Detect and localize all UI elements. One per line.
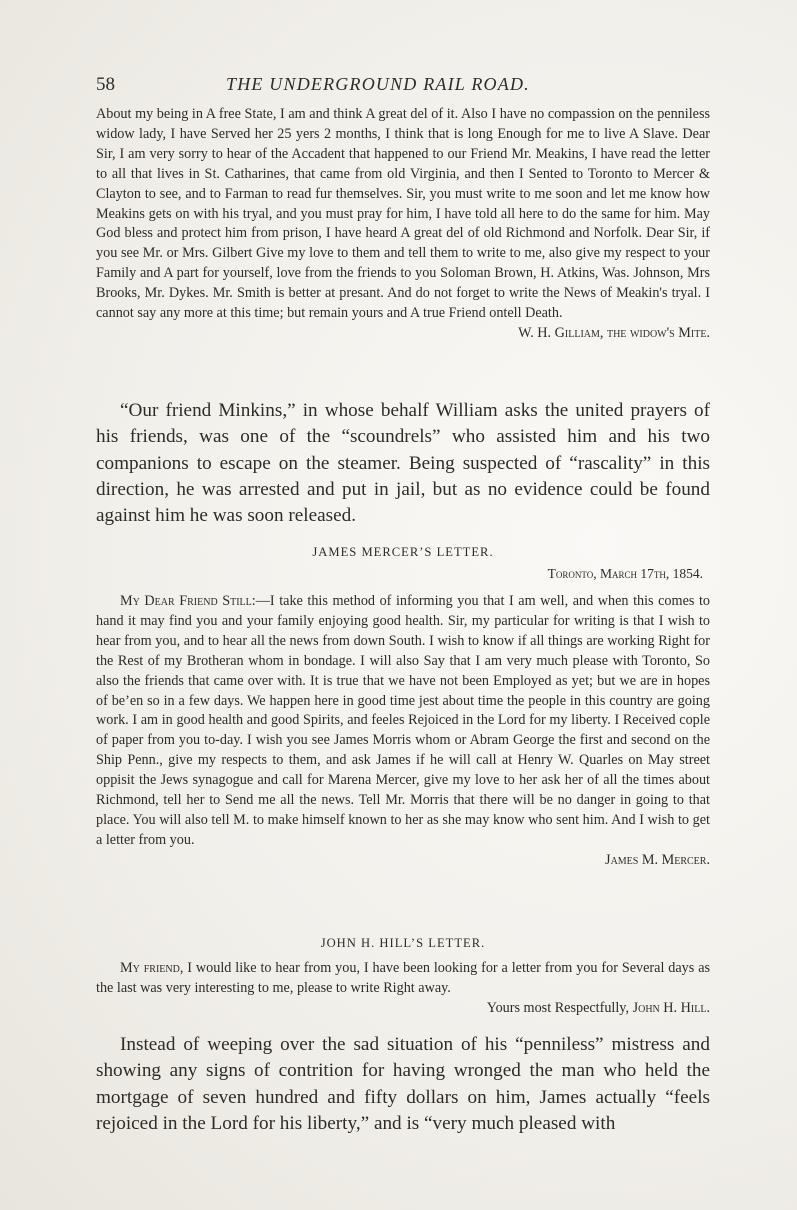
- narrative-paragraph-mercer: [96, 1032, 710, 1137]
- hill-letter-body: , I would like to hear from you, I have been looking for a letter from you for Several days as the last was very interesting to me, please to write Right away.: [96, 960, 711, 996]
- mercer-signature: James M. Mercer.: [605, 851, 710, 868]
- narrative-paragraph-minkins: [96, 398, 710, 529]
- narrative-text: “Our friend Minkins,” in whose behalf William asks the united prayers of his friends, was one of the “scoundrels” who assisted him and his two companions to escape on the steamer. Being suspected of “rascality” in this direction, he was arrested and put in jail, but as no evidence could be found against him he was soon released.: [96, 400, 710, 527]
- narrative-text-2: Instead of weeping over the sad situation of his “penniless” mistress and showing any signs of contrition for having wronged the man who held the mortgage of seven hundred and fifty dollars on him, James actually “feels rejoiced in the Lord for his liberty,” and is “very much pleased with: [96, 1034, 710, 1134]
- mercer-dateline: Toronto, March 17th, 1854.: [547, 566, 703, 581]
- gilliam-signature: W. H. Gilliam, the widow's Mite.: [518, 324, 710, 341]
- page-number: 58: [96, 74, 115, 95]
- mercer-salutation: My Dear Friend Still: [120, 593, 252, 609]
- mercer-letter: [96, 592, 710, 871]
- hill-letter-heading: JOHN H. HILL’S LETTER.: [320, 936, 486, 950]
- mercer-letter-heading: JAMES MERCER’S LETTER.: [312, 545, 494, 559]
- hill-letter: [96, 959, 710, 1019]
- hill-closing: Yours most Respectfully,: [486, 999, 630, 1016]
- running-title: THE UNDERGROUND RAIL ROAD.: [226, 74, 530, 94]
- gilliam-letter-body: About my being in A free State, I am and think A great del of it. Also I have no compassion on the penniless widow lady, I have Served her 25 yers 2 months, I think that is long Enough for me to live A Slave. Dear Sir, I am very sorry to hear of the Accadent that happened to our Friend Mr. Meakins, I have read the letter to all that lives in St. Catharines, that came from old Virginia, and then I Sented to Toronto to Mercer & Clayton to see, and to Farman to read fur themselves. Sir, you must write to me soon and let me know how Meakins gets on with his tryal, and you must pray for him, I have told all here to do the same for him. May God bless and protect him from prison, I have heard A great del of old Richmond and Norfolk. Dear Sir, if you see Mr. or Mrs. Gilbert Give my love to them and tell them to write to me, also give my respect to your Family and A part for yourself, love from the friends to you Soloman Brown, H. Atkins, Was. Johnson, Mrs Brooks, Mr. Dykes. Mr. Smith is better at presant. And do not forget to write the News of Meakin's tryal. I cannot say any more at this time; but remain yours and A true Friend ontell Death.: [96, 106, 710, 322]
- gilliam-letter: [96, 105, 710, 344]
- mercer-letter-body: :—I take this method of informing you that I am well, and when this comes to hand it may find you and your family enjoying good health. Sir, my particular for writing is that I wish to hear from you, and to hear all the news from down South. I wish to know if all things are working Right for the Rest of my Brotheran whom in bondage. I will also Say that I am very much please with Toronto, So also the friends that came over with. It is true that we have not been Employed as yet; but we are in hopes of be’en so in a few days. We happen here in good time jest about time the people in this country are going work. I am in good health and good Spirits, and feeles Rejoiced in the Lord for my liberty. I Received cople of paper from you to-day. I wish you see James Morris whom or Abram George the first and second on the Ship Penn., give my respects to them, and ask James if he will call at Henry W. Quarles on May street oppisit the Jews synagogue and call for Marena Mercer, give my love to her ask her of all the times about Richmond, tell her to Send me all the news. Tell Mr. Morris that there will be no danger in going to that place. You will also tell M. to make himself known to her as she may know who sent him. And I wish to get a letter from you.: [96, 593, 710, 848]
- hill-signature: John H. Hill.: [632, 999, 710, 1016]
- page-header: [96, 74, 716, 98]
- hill-salutation: My friend: [120, 960, 180, 976]
